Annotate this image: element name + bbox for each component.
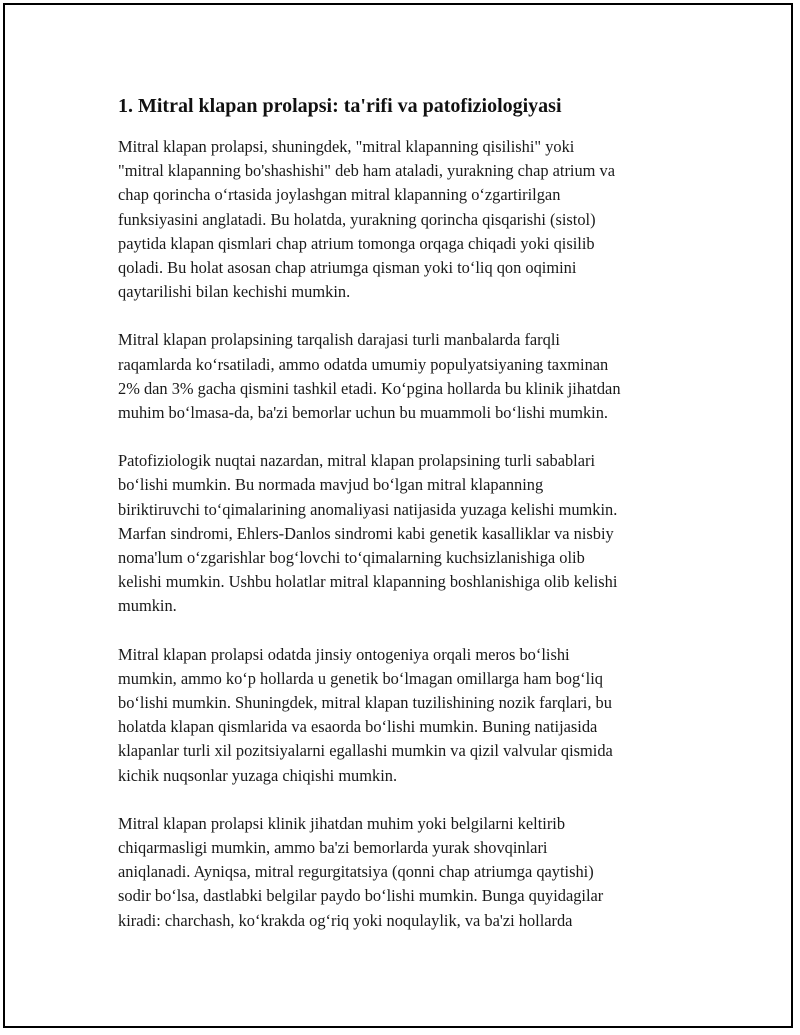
text-line: biriktiruvchi toʻqimalarining anomaliyasi natijasida yuzaga kelishi mumkin.	[118, 499, 618, 519]
text-line: muhim boʻlmasa-da, ba'zi bemorlar uchun bu muammoli boʻlishi mumkin.	[118, 403, 609, 423]
text-line: qaytarilishi bilan kechishi mumkin.	[118, 282, 351, 302]
text-line: 2% dan 3% gacha qismini tashkil etadi. Koʻpgina hollarda bu klinik jihatdan	[118, 378, 621, 398]
section-title: 1. Mitral klapan prolapsi: ta'rifi va patofiziologiyasi	[118, 95, 562, 117]
text-line: Patofiziologik nuqtai nazardan, mitral klapan prolapsining turli sabablari	[118, 451, 596, 471]
document-body	[118, 93, 698, 957]
text-line: paytida klapan qismlari chap atrium tomonga orqaga chiqadi yoki qisilib	[118, 233, 595, 253]
paragraph-pathophysiology	[118, 449, 698, 618]
text-line: sodir boʻlsa, dastlabki belgilar paydo boʻlishi mumkin. Bunga quyidagilar	[118, 886, 604, 906]
text-line: kichik nuqsonlar yuzaga chiqishi mumkin.	[118, 765, 398, 785]
text-line: holatda klapan qismlarida va esaorda boʻlishi mumkin. Buning natijasida	[118, 717, 598, 737]
text-line: Marfan sindromi, Ehlers-Danlos sindromi kabi genetik kasalliklar va nisbiy	[118, 523, 614, 543]
text-line: Mitral klapan prolapsining tarqalish darajasi turli manbalarda farqli	[118, 330, 560, 350]
text-line: funksiyasini anglatadi. Bu holatda, yurakning qorincha qisqarishi (sistol)	[118, 209, 596, 229]
text-line: "mitral klapanning bo'shashishi" deb ham ataladi, yurakning chap atrium va	[118, 161, 616, 181]
text-line: boʻlishi mumkin. Shuningdek, mitral klapan tuzilishining nozik farqlari, bu	[118, 693, 612, 713]
paragraph-clinical	[118, 812, 698, 933]
text-line: chap qorincha oʻrtasida joylashgan mitral klapanning oʻzgartirilgan	[118, 185, 561, 205]
text-line: mumkin, ammo koʻp hollarda u genetik boʻlmagan omillarga ham bogʻliq	[118, 668, 603, 688]
text-line: kelishi mumkin. Ushbu holatlar mitral klapanning boshlanishiga olib kelishi	[118, 572, 618, 592]
text-line: mumkin.	[118, 596, 177, 616]
text-line: Mitral klapan prolapsi odatda jinsiy ontogeniya orqali meros boʻlishi	[118, 644, 570, 664]
text-line: klapanlar turli xil pozitsiyalarni egallashi mumkin va qizil valvular qismida	[118, 741, 613, 761]
paragraph-prevalence	[118, 328, 698, 425]
paragraph-definition	[118, 135, 698, 304]
text-line: aniqlanadi. Ayniqsa, mitral regurgitatsiya (qonni chap atriumga qaytishi)	[118, 862, 594, 882]
paragraph-heredity	[118, 643, 698, 788]
text-line: Mitral klapan prolapsi, shuningdek, "mitral klapanning qisilishi" yoki	[118, 137, 575, 156]
text-line: noma'lum oʻzgarishlar bogʻlovchi toʻqimalarning kuchsizlanishiga olib	[118, 548, 585, 568]
text-line: chiqarmasligi mumkin, ammo ba'zi bemorlarda yurak shovqinlari	[118, 838, 548, 858]
text-line: Mitral klapan prolapsi klinik jihatdan muhim yoki belgilarni keltirib	[118, 813, 566, 833]
text-line: kiradi: charchash, koʻkrakda ogʻriq yoki noqulaylik, va ba'zi hollarda	[118, 910, 573, 930]
text-line: raqamlarda koʻrsatiladi, ammo odatda umumiy populyatsiyaning taxminan	[118, 354, 609, 374]
text-line: boʻlishi mumkin. Bu normada mavjud boʻlgan mitral klapanning	[118, 475, 544, 495]
text-line: qoladi. Bu holat asosan chap atriumga qisman yoki toʻliq qon oqimini	[118, 258, 577, 278]
